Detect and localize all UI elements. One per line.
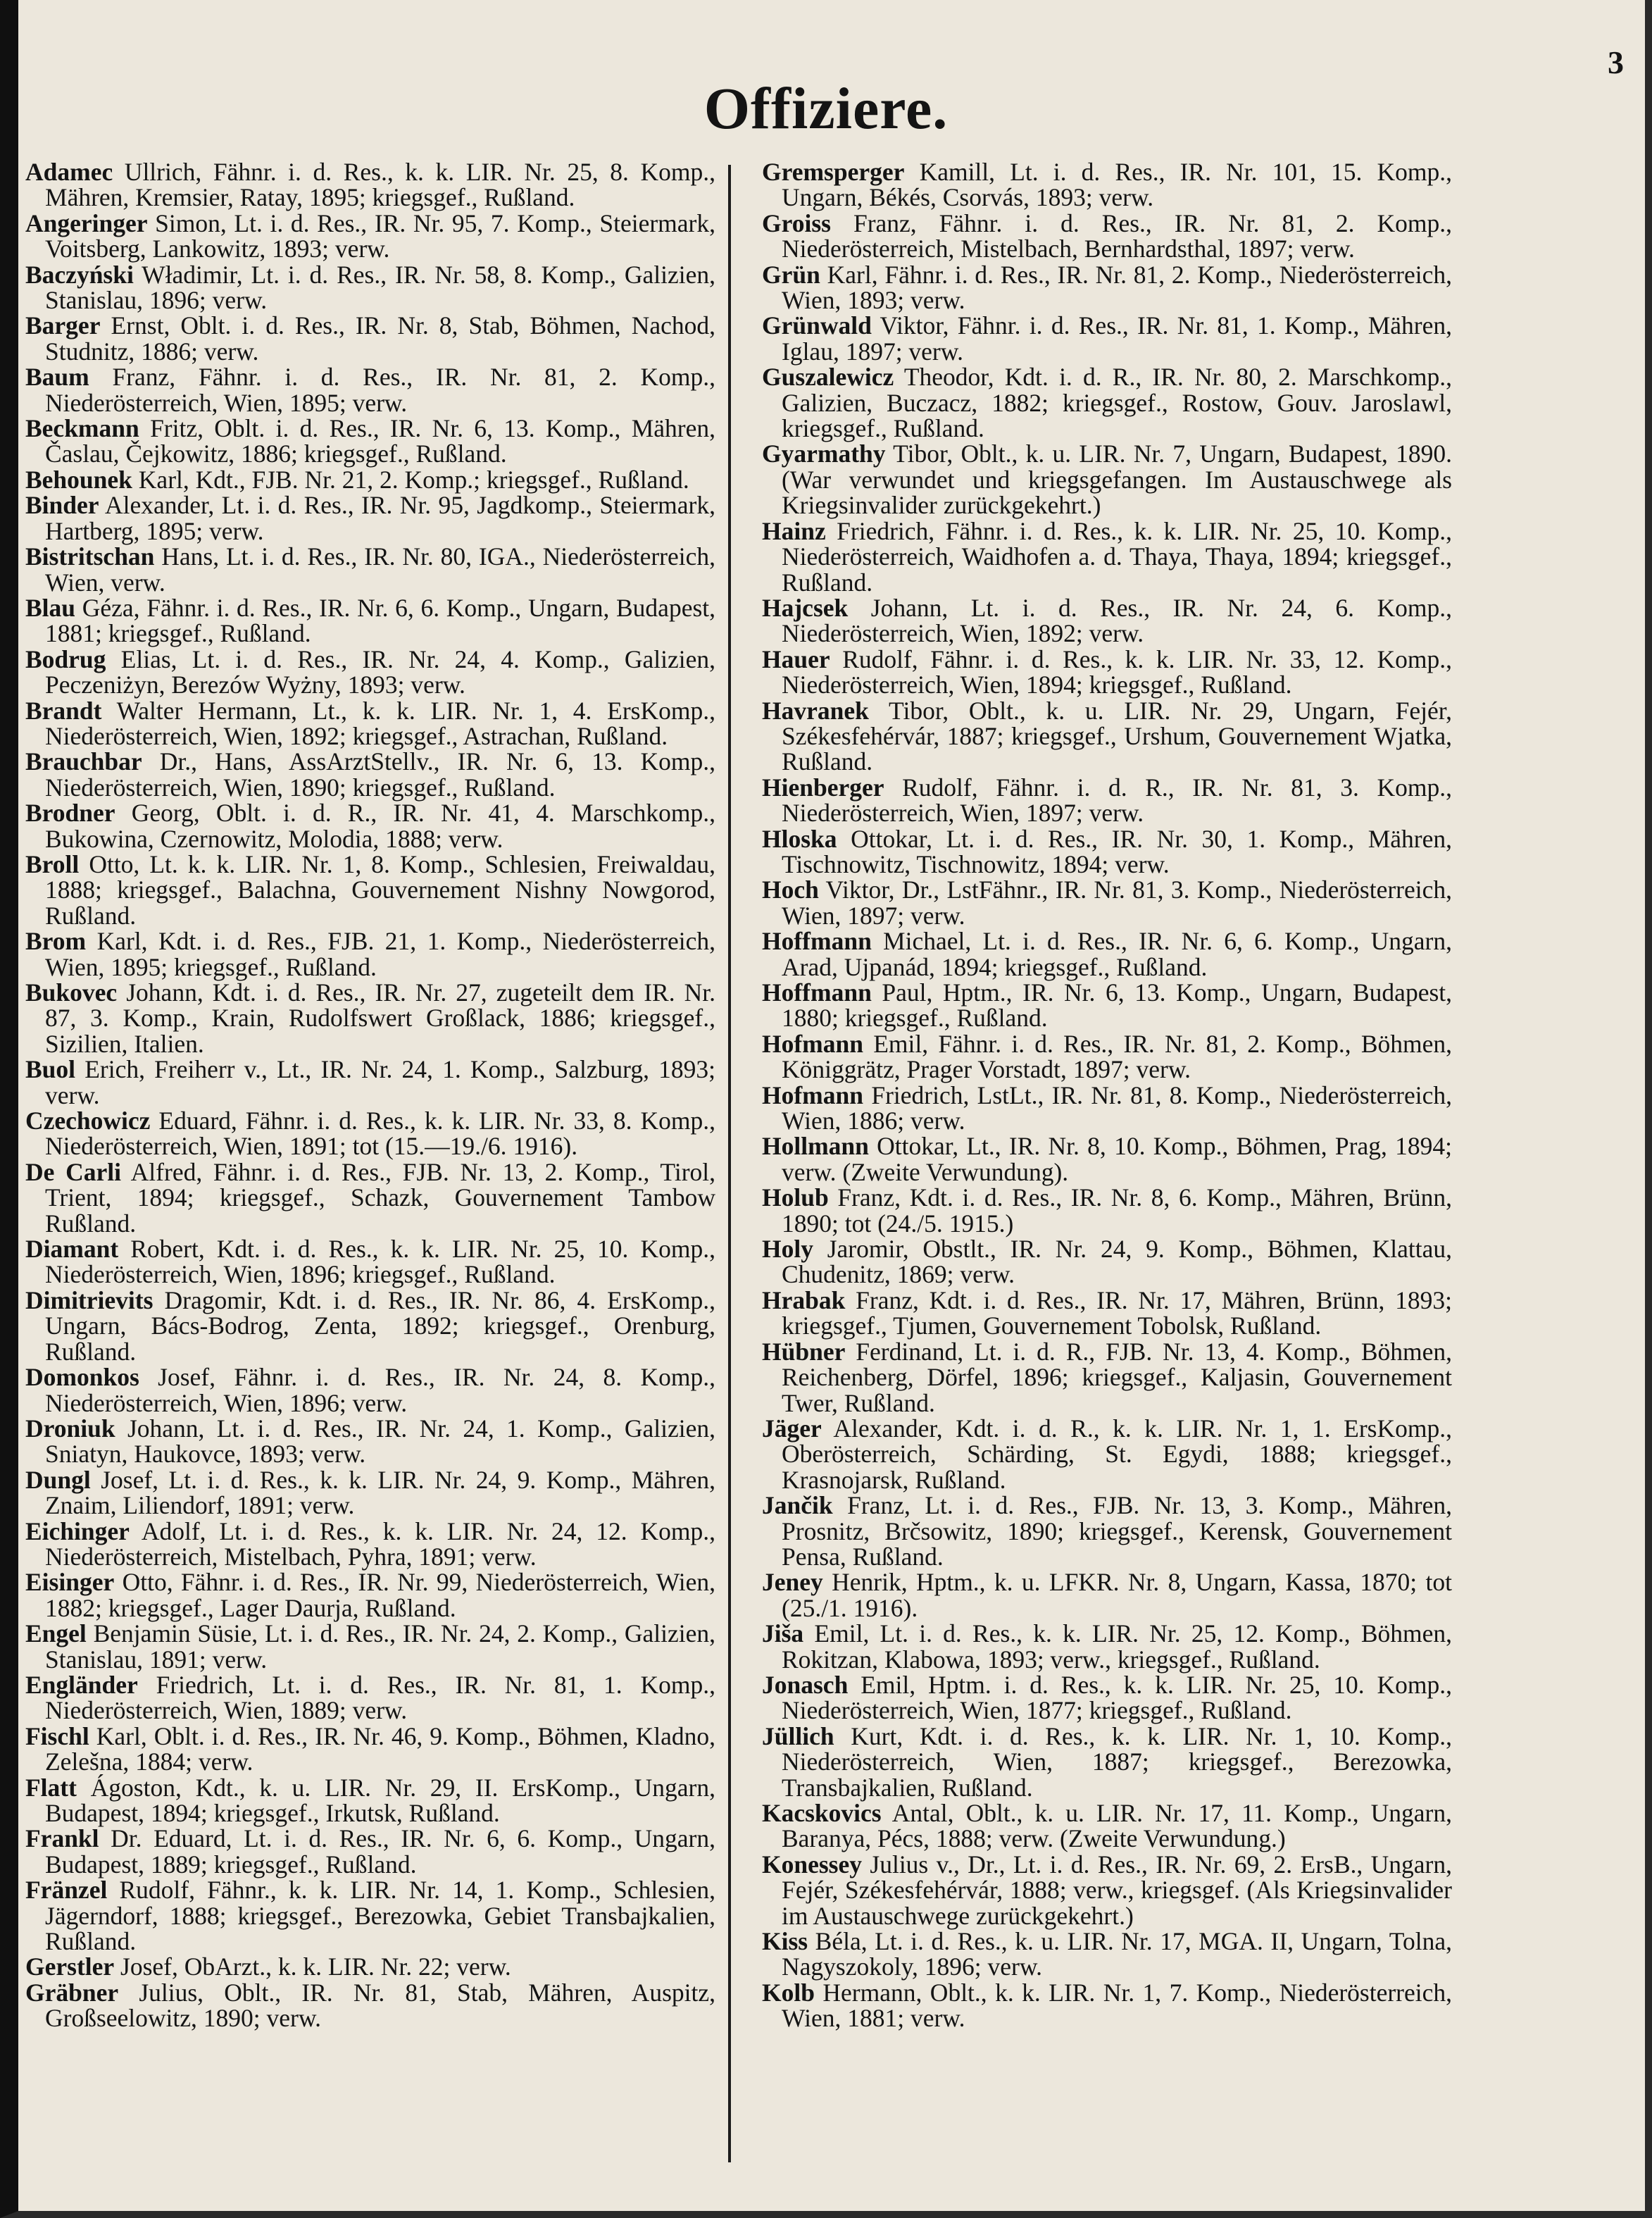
list-entry (762, 1621, 1452, 1672)
entry-details: Erich, Freiherr v., Lt., IR. Nr. 24, 1. Komp., Salzburg, 1893; verw. (45, 1055, 715, 1109)
entry-details: Simon, Lt. i. d. Res., IR. Nr. 95, 7. Komp., Steiermark, Voitsberg, Lankowitz, 1893; verw. (45, 208, 715, 263)
entry-details: Benjamin Süsie, Lt. i. d. Res., IR. Nr. 24, 2. Komp., Galizien, Stanislau, 1891; verw. (45, 1619, 715, 1674)
page-number: 3 (1608, 44, 1624, 80)
entry-details: Julius v., Dr., Lt. i. d. Res., IR. Nr. 69, 2. ErsB., Ungarn, Fejér, Székesfehérvár, 1888; verw., kriegsgef. (Als Kriegsinvalider im Austauschwege zurückgekehrt.) (782, 1850, 1452, 1930)
list-entry (25, 1516, 715, 1571)
entry-details: Adolf, Lt. i. d. Res., k. k. LIR. Nr. 24, 12. Komp., Niederösterreich, Mistelbach, Pyhra, 1891; verw. (45, 1516, 715, 1571)
list-entry (762, 1080, 1452, 1135)
list-entry (25, 1721, 715, 1776)
entry-name: Grün (762, 260, 820, 289)
entry-name: Beckmann (25, 414, 139, 443)
entry-name: Gremsperger (762, 158, 905, 186)
entry-name: Buol (25, 1055, 76, 1084)
entry-details: Rudolf, Fähnr. i. d. R., IR. Nr. 81, 3. Komp., Niederösterreich, Wien, 1897; verw. (782, 773, 1452, 828)
list-entry (762, 441, 1452, 518)
list-entry (762, 1672, 1452, 1724)
entry-details: Josef, Fähnr. i. d. Res., IR. Nr. 24, 8. Komp., Niederösterreich, Wien, 1896; verw. (45, 1363, 715, 1417)
entry-name: Binder (25, 491, 99, 520)
list-entry (762, 1569, 1452, 1621)
column-divider (728, 165, 731, 2162)
entry-details: Friedrich, Lt. i. d. Res., IR. Nr. 81, 1. Komp., Niederösterreich, Wien, 1889; verw. (45, 1670, 715, 1725)
entry-name: Hrabak (762, 1285, 846, 1314)
entry-details: Géza, Fähnr. i. d. Res., IR. Nr. 6, 6. Komp., Ungarn, Budapest, 1881; kriegsgef., Rußland. (45, 593, 715, 648)
entry-details: Franz, Kdt. i. d. Res., IR. Nr. 17, Mähren, Brünn, 1893; kriegsgef., Tjumen, Gouvernement Tobolsk, Rußland. (782, 1285, 1452, 1340)
list-entry (762, 1133, 1452, 1185)
entry-details: Ernst, Oblt. i. d. Res., IR. Nr. 8, Stab, Böhmen, Nachod, Studnitz, 1886; verw. (45, 311, 715, 366)
list-entry (762, 262, 1452, 313)
entry-details: Karl, Oblt. i. d. Res., IR. Nr. 46, 9. Komp., Böhmen, Kladno, Zelešna, 1884; verw. (45, 1721, 715, 1776)
list-entry (762, 364, 1452, 441)
left-column (25, 159, 715, 2031)
entry-details: Karl, Kdt. i. d. Res., FJB. 21, 1. Komp., Niederösterreich, Wien, 1895; kriegsgef., Rußland. (45, 927, 715, 981)
entry-name: Guszalewicz (762, 363, 894, 392)
entry-details: Kamill, Lt. i. d. Res., IR. Nr. 101, 15. Komp., Ungarn, Békés, Csorvás, 1893; verw. (782, 158, 1452, 212)
entry-name: Dungl (25, 1465, 91, 1494)
entry-name: Jančik (762, 1491, 833, 1520)
list-entry (25, 1672, 715, 1724)
entry-name: Baczyński (25, 260, 134, 289)
entry-details: Karl, Kdt., FJB. Nr. 21, 2. Komp.; kriegsgef., Rußland. (132, 465, 689, 494)
list-entry (25, 364, 715, 416)
right-column (762, 159, 1452, 2031)
list-entry (762, 877, 1452, 928)
entry-details: Josef, Lt. i. d. Res., k. k. LIR. Nr. 24, 9. Komp., Mähren, Znaim, Liliendorf, 1891; verw. (45, 1465, 715, 1520)
list-entry (25, 595, 715, 647)
list-entry (762, 1031, 1452, 1083)
entry-details: Franz, Kdt. i. d. Res., IR. Nr. 8, 6. Komp., Mähren, Brünn, 1890; tot (24./5. 1915.) (782, 1183, 1452, 1238)
list-entry (762, 826, 1452, 878)
entry-details: Johann, Lt. i. d. Res., IR. Nr. 24, 1. Komp., Galizien, Sniatyn, Haukovce, 1893; verw. (45, 1414, 715, 1469)
entry-details: Michael, Lt. i. d. Res., IR. Nr. 6, 6. Komp., Ungarn, Arad, Ujpanád, 1894; kriegsgef., Rußland. (782, 927, 1452, 981)
entry-name: Gerstler (25, 1952, 115, 1981)
list-entry (25, 644, 715, 699)
list-entry (762, 1493, 1452, 1569)
list-entry (25, 1108, 715, 1159)
entry-details: Tibor, Oblt., k. u. LIR. Nr. 29, Ungarn, Fejér, Székesfehérvár, 1887; kriegsgef., Urshum, Gouvernement Wjatka, Rußland. (782, 696, 1452, 776)
entry-name: Jüllich (762, 1721, 834, 1750)
entry-name: Domonkos (25, 1363, 139, 1392)
entry-details: Emil, Fähnr. i. d. Res., IR. Nr. 81, 2. Komp., Böhmen, Königgrätz, Prager Vorstadt, 1897; verw. (782, 1029, 1452, 1084)
list-entry (25, 1364, 715, 1416)
entry-details: Elias, Lt. i. d. Res., IR. Nr. 24, 4. Komp., Galizien, Peczeniżyn, Berezów Wyżny, 1893; verw. (45, 644, 715, 699)
entry-details: Jaromir, Obstlt., IR. Nr. 24, 9. Komp., Böhmen, Klattau, Chudenitz, 1869; verw. (782, 1235, 1452, 1289)
entry-name: Broll (25, 849, 80, 878)
list-entry (25, 928, 715, 980)
list-entry (762, 1236, 1452, 1288)
list-entry (25, 1621, 715, 1672)
entry-name: Brauchbar (25, 747, 142, 776)
entry-details: Rudolf, Fähnr., k. k. LIR. Nr. 14, 1. Komp., Schlesien, Jägerndorf, 1888; kriegsgef., Berezowka, Gebiet Transbajkalien, Rußland. (45, 1876, 715, 1956)
entry-details: Robert, Kdt. i. d. Res., k. k. LIR. Nr. 25, 10. Komp., Niederösterreich, Wien, 1896; kriegsgef., Rußland. (45, 1235, 715, 1289)
entry-name: Barger (25, 311, 101, 340)
list-entry (762, 698, 1452, 775)
entry-name: Hajcsek (762, 593, 849, 622)
entry-name: Dimitrievits (25, 1285, 154, 1314)
list-entry (25, 698, 715, 749)
entry-name: Eichinger (25, 1516, 130, 1545)
list-entry (25, 800, 715, 852)
entry-details: Friedrich, LstLt., IR. Nr. 81, 8. Komp., Niederösterreich, Wien, 1886; verw. (782, 1080, 1452, 1135)
entry-name: Hauer (762, 644, 830, 673)
entry-details: Tibor, Oblt., k. u. LIR. Nr. 7, Ungarn, Budapest, 1890. (War verwundet und kriegsgefangen. Im Austauschwege als Kriegsinvalider zurückgekehrt.) (782, 440, 1452, 520)
entry-name: Engel (25, 1619, 87, 1648)
entry-name: Bistritschan (25, 542, 155, 571)
entry-name: Bodrug (25, 644, 106, 673)
entry-details: Emil, Hptm. i. d. Res., k. k. LIR. Nr. 25, 10. Komp., Niederösterreich, Wien, 1877; kriegsgef., Rußland. (782, 1670, 1452, 1725)
entry-details: Henrik, Hptm., k. u. LFKR. Nr. 8, Ungarn, Kassa, 1870; tot (25./1. 1916). (782, 1568, 1452, 1622)
entry-name: Jonasch (762, 1670, 849, 1699)
entry-name: Groiss (762, 208, 831, 237)
entry-name: Baum (25, 363, 89, 392)
list-entry (762, 313, 1452, 364)
entry-name: Diamant (25, 1235, 119, 1264)
list-entry (762, 775, 1452, 826)
list-entry (25, 1775, 715, 1826)
entry-name: Gräbner (25, 1978, 119, 2007)
entry-details: Eduard, Fähnr. i. d. Res., k. k. LIR. Nr. 33, 8. Komp., Niederösterreich, Wien, 1891; tot (15.—19./6. 1916). (45, 1107, 715, 1161)
entry-name: Brom (25, 927, 87, 956)
entry-details: Béla, Lt. i. d. Res., k. u. LIR. Nr. 17, MGA. II, Ungarn, Tolna, Nagyszokoly, 1896; verw. (782, 1927, 1452, 1981)
entry-details: Dr., Hans, AssArztStellv., IR. Nr. 6, 13. Komp., Niederösterreich, Wien, 1890; kriegsgef., Rußland. (45, 747, 715, 802)
entry-name: Jäger (762, 1414, 822, 1443)
entry-name: Holub (762, 1183, 829, 1212)
list-entry (762, 644, 1452, 699)
entry-name: Hienberger (762, 773, 884, 802)
list-entry (762, 1185, 1452, 1236)
entry-details: Rudolf, Fähnr. i. d. Res., k. k. LIR. Nr. 33, 12. Komp., Niederösterreich, Wien, 1894; kriegsgef., Rußland. (782, 644, 1452, 699)
entry-details: Władimir, Lt. i. d. Res., IR. Nr. 58, 8. Komp., Galizien, Stanislau, 1896; verw. (45, 260, 715, 315)
entry-name: Kiss (762, 1927, 808, 1956)
list-entry (762, 928, 1452, 980)
entry-details: Dr. Eduard, Lt. i. d. Res., IR. Nr. 6, 6. Komp., Ungarn, Budapest, 1889; kriegsgef., Rußland. (45, 1824, 715, 1879)
entry-details: Theodor, Kdt. i. d. R., IR. Nr. 80, 2. Marschkomp., Galizien, Buczacz, 1882; kriegsgef., Rostow, Gouv. Jaroslawl, kriegsgef., Rußland. (782, 363, 1452, 443)
entry-name: Hoffmann (762, 978, 872, 1007)
entry-details: Josef, ObArzt., k. k. LIR. Nr. 22; verw. (114, 1952, 511, 1981)
entry-name: Jeney (762, 1568, 823, 1597)
list-entry (25, 1057, 715, 1108)
entry-name: Fränzel (25, 1876, 108, 1905)
entry-name: Droniuk (25, 1414, 115, 1443)
entry-name: Frankl (25, 1824, 99, 1853)
list-entry (762, 1929, 1452, 1980)
entry-details: Karl, Fähnr. i. d. Res., IR. Nr. 81, 2. Komp., Niederösterreich, Wien, 1893; verw. (782, 260, 1452, 315)
entry-details: Hermann, Oblt., k. k. LIR. Nr. 1, 7. Komp., Niederösterreich, Wien, 1881; verw. (782, 1978, 1452, 2033)
entry-name: Hloska (762, 824, 837, 853)
entry-name: Engländer (25, 1670, 138, 1699)
list-entry (25, 1877, 715, 1954)
list-entry (762, 595, 1452, 647)
list-entry (762, 1721, 1452, 1802)
list-entry (25, 262, 715, 313)
entry-details: Friedrich, Fähnr. i. d. Res., k. k. LIR. Nr. 25, 10. Komp., Niederösterreich, Waidhofen a. d. Thaya, Thaya, 1894; kriegsgef., Rußland. (782, 516, 1452, 597)
entry-name: Havranek (762, 696, 869, 725)
list-entry (762, 208, 1452, 263)
list-entry (762, 980, 1452, 1031)
entry-details: Julius, Oblt., IR. Nr. 81, Stab, Mähren, Auspitz, Großseelowitz, 1890; verw. (45, 1978, 715, 2033)
entry-name: Flatt (25, 1773, 77, 1802)
entry-details: Emil, Lt. i. d. Res., k. k. LIR. Nr. 25, 12. Komp., Böhmen, Rokitzan, Klabowa, 1893; verw., kriegsgef., Rußland. (782, 1619, 1452, 1674)
entry-name: Grünwald (762, 311, 872, 340)
list-entry (25, 1159, 715, 1236)
entry-name: Bukovec (25, 978, 118, 1007)
list-entry (25, 1569, 715, 1621)
entry-name: Hainz (762, 516, 826, 545)
list-entry (762, 1416, 1452, 1493)
entry-name: Czechowicz (25, 1107, 151, 1135)
entry-details: Franz, Fähnr. i. d. Res., IR. Nr. 81, 2. Komp., Niederösterreich, Wien, 1895; verw. (45, 363, 715, 417)
entry-name: Hofmann (762, 1080, 863, 1109)
entry-details: Ferdinand, Lt. i. d. R., FJB. Nr. 13, 4. Komp., Böhmen, Reichenberg, Dörfel, 1896; kriegsgef., Kaljasin, Gouvernement Twer, Rußland. (782, 1337, 1452, 1417)
list-entry (25, 492, 715, 544)
entry-name: Holy (762, 1235, 813, 1264)
list-entry (762, 1285, 1452, 1340)
list-entry (762, 159, 1452, 211)
entry-name: Hollmann (762, 1132, 869, 1161)
entry-name: Blau (25, 593, 76, 622)
list-entry (25, 159, 715, 211)
entry-name: Jiša (762, 1619, 804, 1648)
list-entry (25, 1980, 715, 2031)
entry-details: Ottokar, Lt., IR. Nr. 8, 10. Komp., Böhmen, Prag, 1894; verw. (Zweite Verwundung). (782, 1132, 1452, 1186)
entry-details: Fritz, Oblt. i. d. Res., IR. Nr. 6, 13. Komp., Mähren, Časlau, Čejkowitz, 1886; kriegsgef., Rußland. (45, 414, 715, 468)
entry-name: Brandt (25, 696, 102, 725)
entry-name: Gyarmathy (762, 440, 886, 468)
entry-name: Angeringer (25, 208, 148, 237)
entry-name: Kolb (762, 1978, 815, 2007)
entry-name: Hoch (762, 876, 819, 904)
entry-details: Kurt, Kdt. i. d. Res., k. k. LIR. Nr. 1, 10. Komp., Niederösterreich, Wien, 1887; kriegsgef., Berezowka, Transbajkalien, Rußland. (782, 1721, 1452, 1802)
list-entry (25, 749, 715, 800)
entry-details: Viktor, Fähnr. i. d. Res., IR. Nr. 81, 1. Komp., Mähren, Iglau, 1897; verw. (782, 311, 1452, 366)
entry-details: Franz, Lt. i. d. Res., FJB. Nr. 13, 3. Komp., Mähren, Prosnitz, Brčsowitz, 1890; kriegsgef., Kerensk, Gouvernement Pensa, Rußland. (782, 1491, 1452, 1571)
list-entry (762, 1852, 1452, 1929)
list-entry (25, 849, 715, 930)
entry-details: Viktor, Dr., LstFähnr., IR. Nr. 81, 3. Komp., Niederösterreich, Wien, 1897; verw. (782, 876, 1452, 930)
entry-details: Walter Hermann, Lt., k. k. LIR. Nr. 1, 4. ErsKomp., Niederösterreich, Wien, 1892; kriegsgef., Astrachan, Rußland. (45, 696, 715, 750)
entry-details: Ullrich, Fähnr. i. d. Res., k. k. LIR. Nr. 25, 8. Komp., Mähren, Kremsier, Ratay, 1895; kriegsgef., Rußland. (45, 158, 715, 212)
entry-details: Otto, Lt. k. k. LIR. Nr. 1, 8. Komp., Schlesien, Freiwaldau, 1888; kriegsgef., Balachna, Gouvernement Nishny Nowgorod, Rußland. (45, 849, 715, 930)
entry-details: Paul, Hptm., IR. Nr. 6, 13. Komp., Ungarn, Budapest, 1880; kriegsgef., Rußland. (782, 978, 1452, 1033)
list-entry (25, 1954, 715, 1979)
list-entry (25, 1236, 715, 1288)
list-entry (25, 208, 715, 263)
list-entry (25, 1285, 715, 1366)
entry-details: Dragomir, Kdt. i. d. Res., IR. Nr. 86, 4. ErsKomp., Ungarn, Bács-Bodrog, Zenta, 1892; kriegsgef., Orenburg, Rußland. (45, 1285, 715, 1366)
entry-name: Hübner (762, 1337, 846, 1366)
entry-details: Antal, Oblt., k. u. LIR. Nr. 17, 11. Komp., Ungarn, Baranya, Pécs, 1888; verw. (Zweite Verwundung.) (782, 1799, 1452, 1853)
entry-details: Franz, Fähnr. i. d. Res., IR. Nr. 81, 2. Komp., Niederösterreich, Mistelbach, Bernhardsthal, 1897; verw. (782, 208, 1452, 263)
entry-name: De Carli (25, 1157, 121, 1186)
list-entry (25, 467, 715, 492)
entry-name: Hofmann (762, 1029, 863, 1058)
entry-details: Hans, Lt. i. d. Res., IR. Nr. 80, IGA., Niederösterreich, Wien, verw. (45, 542, 715, 597)
entry-details: Alfred, Fähnr. i. d. Res., FJB. Nr. 13, 2. Komp., Tirol, Trient, 1894; kriegsgef., Schazk, Gouvernement Tambow Rußland. (45, 1157, 716, 1238)
entry-details: Alexander, Kdt. i. d. R., k. k. LIR. Nr. 1, 1. ErsKomp., Oberösterreich, Schärding, St. Egydi, 1888; kriegsgef., Krasnojarsk, Rußland. (782, 1414, 1452, 1494)
entry-name: Eisinger (25, 1568, 115, 1597)
list-entry (762, 1339, 1452, 1416)
entry-details: Johann, Lt. i. d. Res., IR. Nr. 24, 6. Komp., Niederösterreich, Wien, 1892; verw. (782, 593, 1452, 648)
entry-details: Johann, Kdt. i. d. Res., IR. Nr. 27, zugeteilt dem IR. Nr. 87, 3. Komp., Krain, Rudolfswert Großlack, 1886; kriegsgef., Sizilien, Italien. (45, 978, 715, 1058)
entry-details: Ágoston, Kdt., k. u. LIR. Nr. 29, II. ErsKomp., Ungarn, Budapest, 1894; kriegsgef., Irkutsk, Rußland. (45, 1773, 715, 1827)
entry-details: Ottokar, Lt. i. d. Res., IR. Nr. 30, 1. Komp., Mähren, Tischnowitz, Tischnowitz, 1894; verw. (782, 824, 1452, 878)
entry-name: Konessey (762, 1850, 862, 1879)
list-entry (762, 1800, 1452, 1852)
list-entry (25, 544, 715, 595)
entry-name: Hoffmann (762, 927, 872, 956)
list-entry (25, 980, 715, 1057)
list-entry (25, 1467, 715, 1519)
entry-details: Otto, Fähnr. i. d. Res., IR. Nr. 99, Niederösterreich, Wien, 1882; kriegsgef., Lager Daurja, Rußland. (45, 1568, 715, 1622)
list-entry (25, 313, 715, 364)
list-entry (25, 1826, 715, 1877)
entry-details: Georg, Oblt. i. d. R., IR. Nr. 41, 4. Marschkomp., Bukowina, Czernowitz, Molodia, 1888; verw. (45, 799, 715, 853)
entry-name: Fischl (25, 1721, 89, 1750)
list-entry (25, 416, 715, 467)
entry-name: Behounek (25, 465, 132, 494)
list-entry (762, 518, 1452, 595)
entry-details: Alexander, Lt. i. d. Res., IR. Nr. 95, Jagdkomp., Steiermark, Hartberg, 1895; verw. (45, 491, 715, 545)
entry-name: Brodner (25, 799, 115, 828)
list-entry (762, 1980, 1452, 2031)
entry-name: Kacskovics (762, 1799, 882, 1827)
list-entry (25, 1416, 715, 1467)
entry-name: Adamec (25, 158, 113, 186)
page-title: Offiziere. (703, 76, 949, 142)
